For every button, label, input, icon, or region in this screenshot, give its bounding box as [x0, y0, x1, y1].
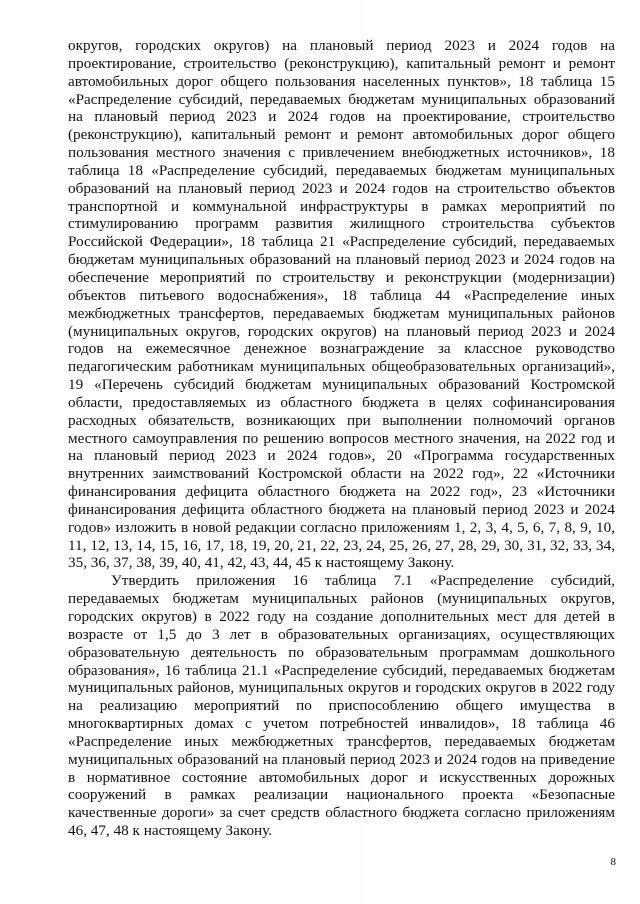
page-number: 8: [610, 856, 616, 868]
document-body: [68, 37, 615, 840]
paragraph-approve-appendices: Утвердить приложения 16 таблица 7.1 «Распределение субсидий, передаваемых бюджетам муниципальных районов (муниципальных округов, городских округов) в 2022 году на создание дополнительных мест для детей в возрасте от 1,5 до 3 лет в образовательных организациях, осуществляющих образовательную деятельность по образовательным программам дошкольного образования», 16 таблица 21.1 «Распределение субсидий, передаваемых бюджетам муниципальных районов, муниципальных округов и городских округов в 2022 году на реализацию мероприятий по приспособлению общего имущества в многоквартирных домах с учетом потребностей инвалидов», 18 таблица 46 «Распределение иных межбюджетных трансфертов, передаваемых бюджетам муниципальных образований на плановый период 2023 и 2024 годов на приведение в нормативное состояние автомобильных дорог и искусственных дорожных сооружений в рамках реализации национального проекта «Безопасные качественные дороги» за счет средств областного бюджета согласно приложениям 46, 47, 48 к настоящему Закону.: [68, 572, 615, 840]
paragraph-appendices-new-edition: округов, городских округов) на плановый период 2023 и 2024 годов на проектирование, строительство (реконструкцию), капитальный ремонт и ремонт автомобильных дорог общего пользования населенных пунктов», 18 таблица 15 «Распределение субсидий, передаваемых бюджетам муниципальных образований на плановый период 2023 и 2024 годов на проектирование, строительство (реконструкцию), капитальный ремонт и ремонт автомобильных дорог общего пользования местного значения с привлечением внебюджетных источников», 18 таблица 18 «Распределение субсидий, передаваемых бюджетам муниципальных образований на плановый период 2023 и 2024 годов на строительство объектов транспортной и коммунальной инфраструктуры в рамках мероприятий по стимулированию программ развития жилищного строительства субъектов Российской Федерации», 18 таблица 21 «Распределение субсидий, передаваемых бюджетам муниципальных образований на плановый период 2023 и 2024 годов на обеспечение мероприятий по строительству и реконструкции (модернизации) объектов питьевого водоснабжения», 18 таблица 44 «Распределение иных межбюджетных трансфертов, передаваемых бюджетам муниципальных районов (муниципальных округов, городских округов) на плановый период 2023 и 2024 годов на ежемесячное денежное вознаграждение за классное руководство педагогическим работникам муниципальных общеобразовательных организаций», 19 «Перечень субсидий бюджетам муниципальных образований Костромской области, предоставляемых из областного бюджета в целях софинансирования расходных обязательств, возникающих при выполнении полномочий органов местного самоуправления по решению вопросов местного значения, на 2022 год и на плановый период 2023 и 2024 годов», 20 «Программа государственных внутренних заимствований Костромской области на 2022 год», 22 «Источники финансирования дефицита областного бюджета на 2022 год», 23 «Источники финансирования дефицита областного бюджета на плановый период 2023 и 2024 годов» изложить в новой редакции согласно приложениям 1, 2, 3, 4, 5, 6, 7, 8, 9, 10, 11, 12, 13, 14, 15, 16, 17, 18, 19, 20, 21, 22, 23, 24, 25, 26, 27, 28, 29, 30, 31, 32, 33, 34, 35, 36, 37, 38, 39, 40, 41, 42, 43, 44, 45 к настоящему Закону.: [68, 37, 615, 572]
